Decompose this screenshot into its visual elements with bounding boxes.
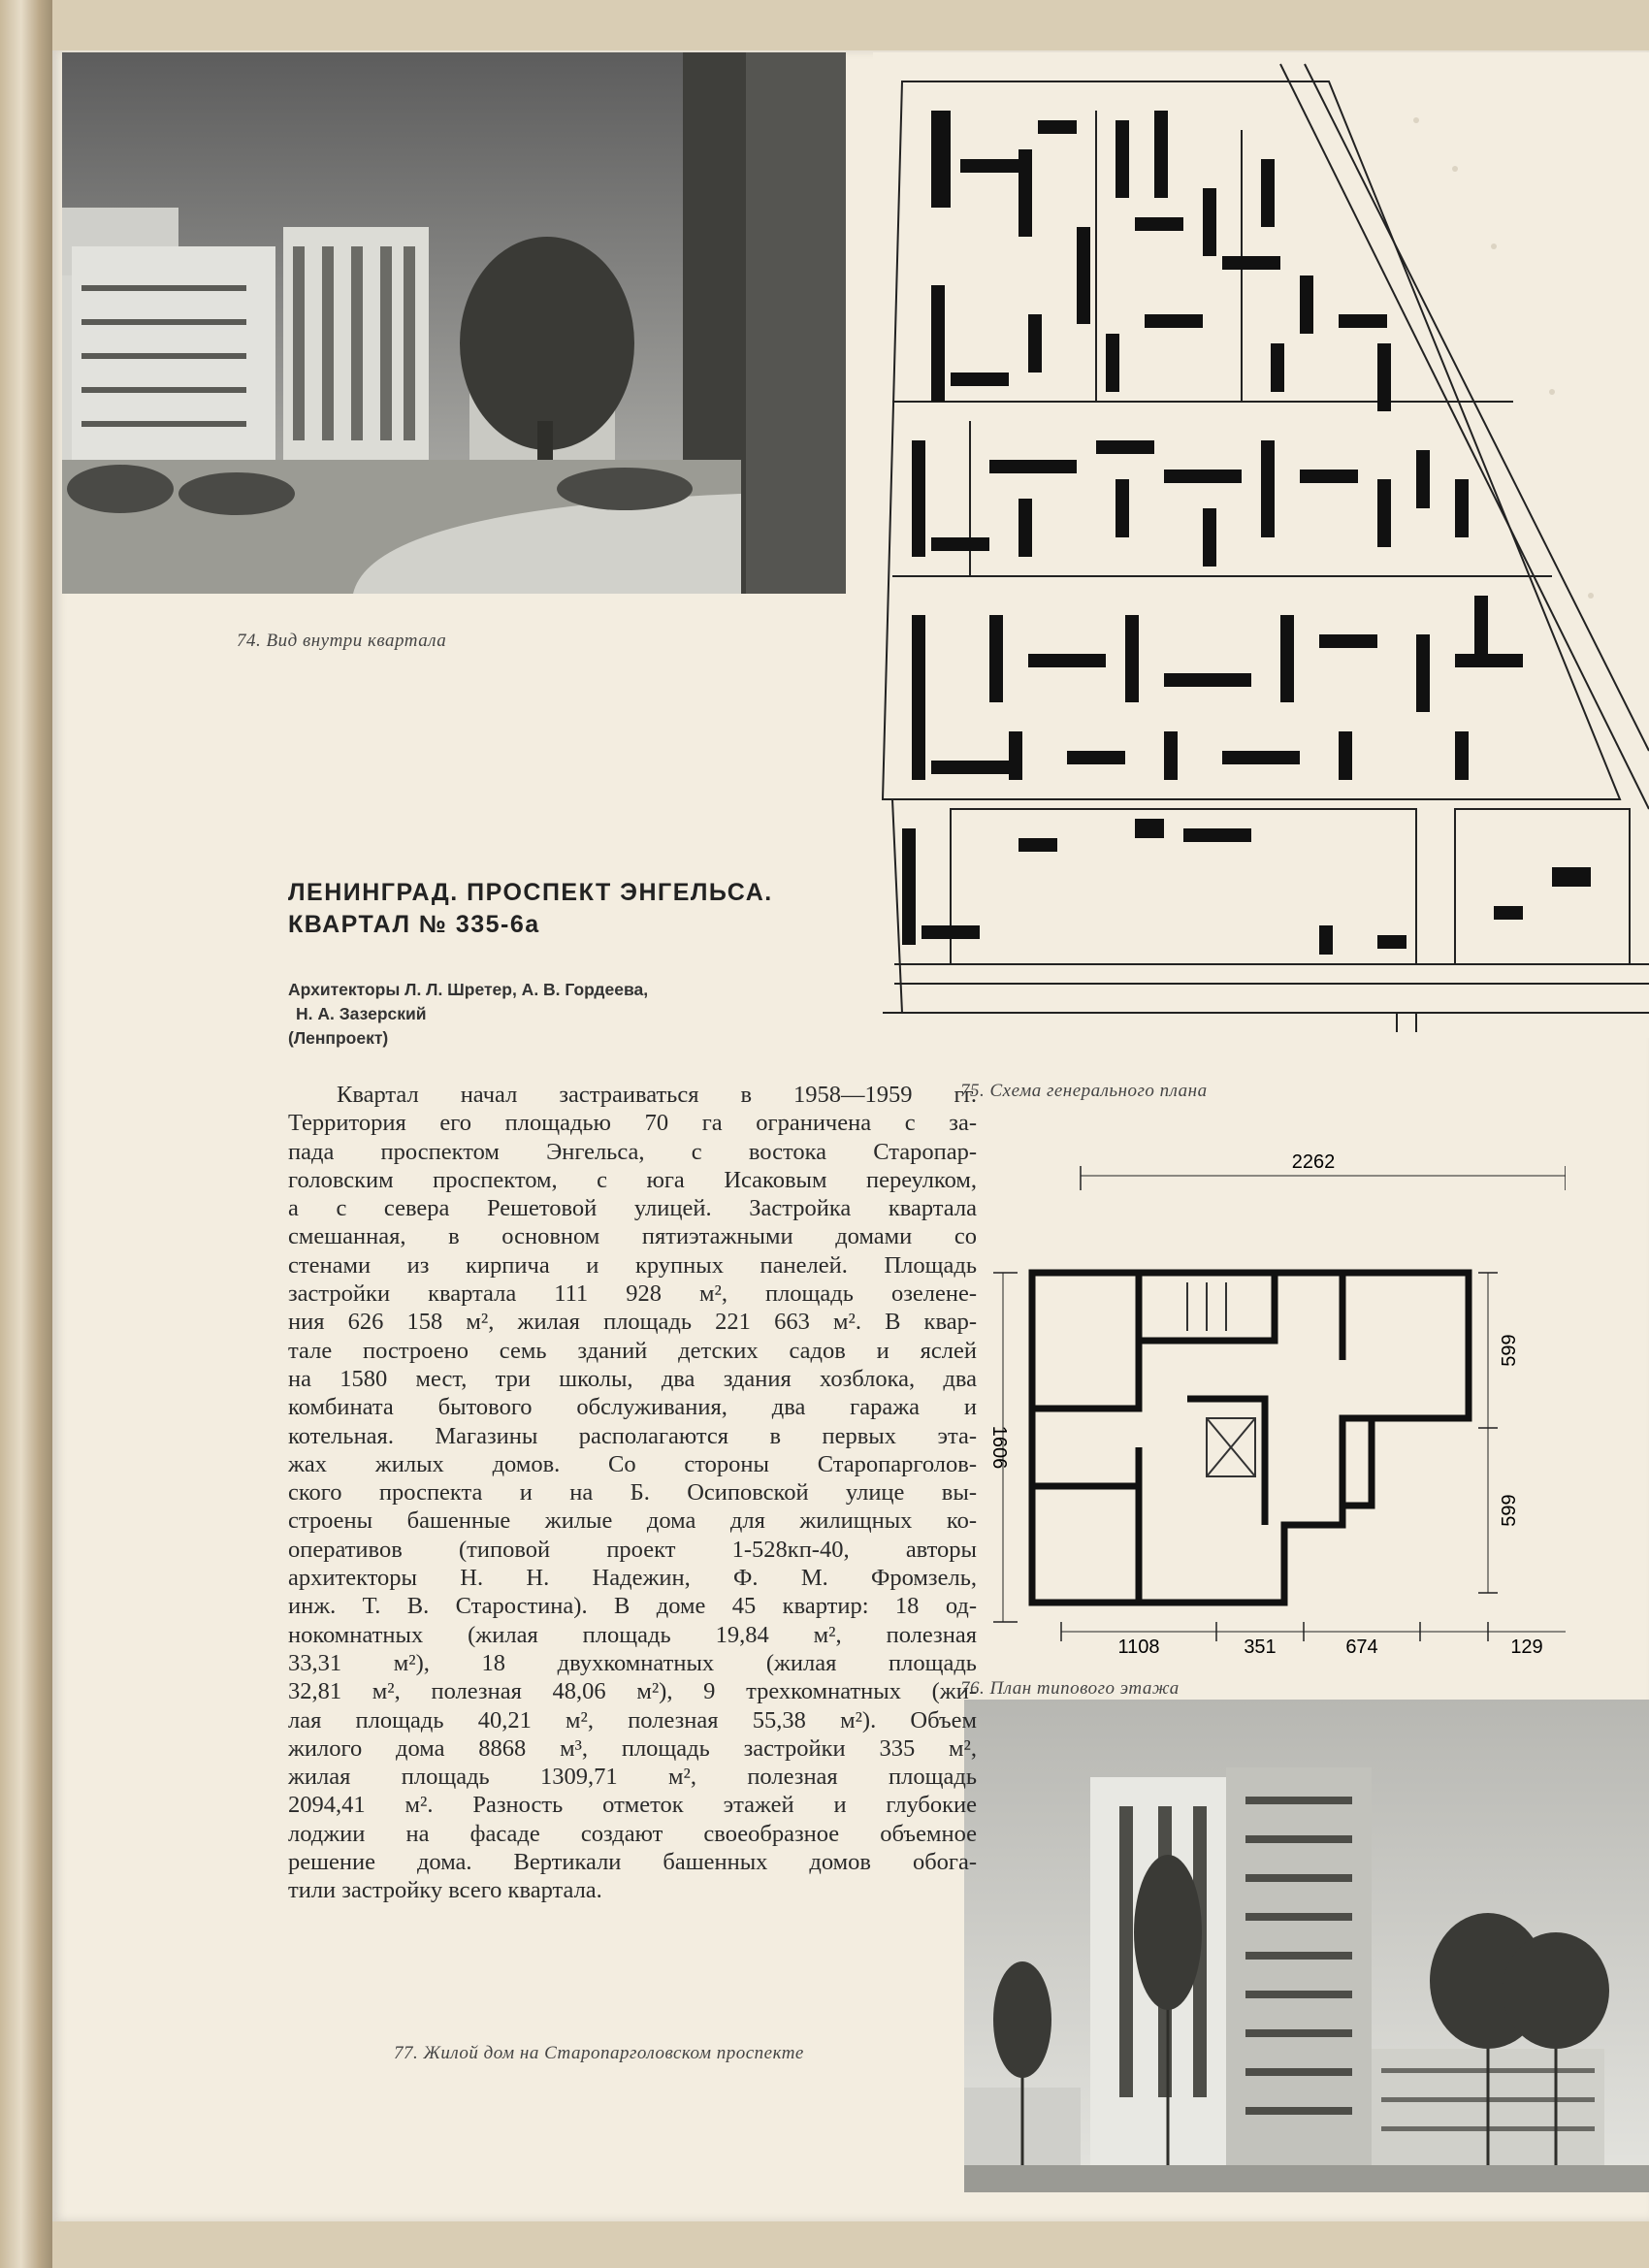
dim-right-upper: 599 — [1499, 1334, 1520, 1367]
tower-house-photo — [964, 1700, 1649, 2192]
body-line: ского проспекта и на Б. Осиповской улице вы- — [288, 1479, 977, 1507]
article-body — [288, 1081, 977, 1905]
article-authors — [288, 978, 831, 1051]
body-line: лая площадь 40,21 м², полезная 55,38 м²). Объем — [288, 1706, 977, 1733]
body-line: Квартал начал застраиваться в 1958—1959 гг. — [337, 1082, 977, 1108]
body-line: оперативов (типовой проект 1-528кп-40, авторы — [288, 1536, 977, 1563]
body-line: 2094,41 м². Разность отметок этажей и глубокие — [288, 1792, 977, 1819]
body-line: тале построено семь зданий детских садов и яслей — [288, 1337, 977, 1364]
body-line: жилого дома 8868 м³, площадь застройки 335 м², — [288, 1734, 977, 1762]
dim-bottom-2: 351 — [1244, 1636, 1277, 1658]
fig75-caption: 75. Схема генерального плана — [960, 1081, 1208, 1101]
body-line: лоджии на фасаде создают своеобразное объемное — [288, 1820, 977, 1847]
body-line: стенами из кирпича и крупных панелей. Площадь — [288, 1251, 977, 1279]
body-line: 32,81 м², полезная 48,06 м²), 9 трехкомнатных (жи- — [288, 1678, 977, 1705]
dim-left-height: 1606 — [988, 1425, 1010, 1470]
fig77-caption: 77. Жилой дом на Старопарголовском проспекте — [394, 2043, 804, 2063]
authors-line-2: Н. А. Зазерский — [296, 1004, 427, 1023]
book-spine — [0, 0, 52, 2268]
dim-bottom-3: 674 — [1345, 1636, 1378, 1658]
body-line: застройки квартала 111 928 м², площадь озелене- — [288, 1280, 977, 1308]
body-line: на 1580 мест, три школы, два здания хозблока, два — [288, 1365, 977, 1392]
body-line: а с севера Решетовой улицей. Застройка квартала — [288, 1195, 977, 1222]
body-line: нокомнатных (жилая площадь 19,84 м², полезная — [288, 1621, 977, 1648]
fig74-caption: 74. Вид внутри квартала — [237, 631, 447, 651]
body-line: жилая площадь 1309,71 м², полезная площадь — [288, 1764, 977, 1791]
title-line-1: ЛЕНИНГРАД. ПРОСПЕКТ ЭНГЕЛЬСА. — [288, 879, 773, 906]
body-line: архитекторы Н. Н. Надежин, Ф. М. Фромзель, — [288, 1565, 977, 1592]
body-line: тили застройку всего квартала. — [288, 1877, 602, 1904]
fig76-caption: 76. План типового этажа — [960, 1678, 1180, 1699]
body-line: смешанная, в основном пятиэтажными домами со — [288, 1223, 977, 1250]
body-line: комбината бытового обслуживания, два гаража и — [288, 1394, 977, 1421]
title-line-2: КВАРТАЛ № 335-6а — [288, 911, 540, 938]
body-line: головским проспектом, с юга Исаковым переулком, — [288, 1166, 977, 1193]
body-line: ния 626 158 м², жилая площадь 221 663 м². В квар- — [288, 1309, 977, 1336]
body-line: решение дома. Вертикали башенных домов обога- — [288, 1849, 977, 1876]
dim-top-width: 2262 — [1291, 1151, 1336, 1173]
body-line: инж. Т. В. Старостина). В доме 45 квартир: 18 од- — [288, 1593, 977, 1620]
authors-line-3: (Ленпроект) — [288, 1028, 389, 1048]
body-line: строены башенные жилые дома для жилищных ко- — [288, 1507, 977, 1535]
body-line: пада проспектом Энгельса, с востока Старопар- — [288, 1138, 977, 1165]
dim-right-lower: 599 — [1499, 1494, 1520, 1527]
dim-bottom-4: 129 — [1510, 1636, 1543, 1658]
authors-line-1: Архитекторы Л. Л. Шретер, А. В. Гордеева, — [288, 980, 649, 999]
courtyard-photo — [62, 52, 846, 594]
body-line: жах жилых домов. Со стороны Старопарголов- — [288, 1450, 977, 1477]
dim-bottom-1: 1108 — [1117, 1636, 1160, 1658]
body-line: котельная. Магазины располагаются в первых эта- — [288, 1422, 977, 1449]
article-title — [288, 877, 967, 941]
body-line: 33,31 м²), 18 двухкомнатных (жилая площадь — [288, 1649, 977, 1676]
site-plan — [873, 52, 1649, 1038]
body-line: Территория его площадью 70 га ограничена с за- — [288, 1110, 977, 1137]
floor-plan — [964, 1137, 1566, 1661]
book-page — [52, 50, 1649, 2221]
